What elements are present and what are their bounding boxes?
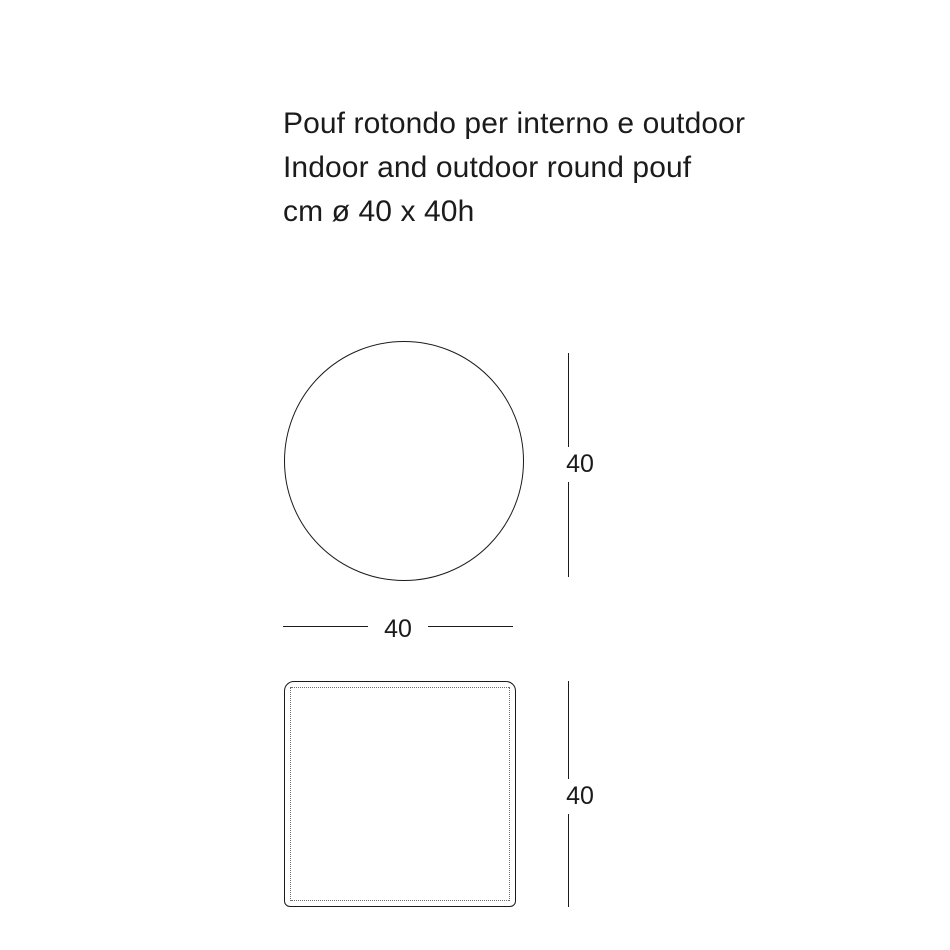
top-view-circle (284, 341, 524, 581)
product-caption (283, 102, 745, 234)
caption-line-english: Indoor and outdoor round pouf (283, 151, 692, 184)
seam-bottom-line (291, 900, 509, 901)
seam-right-line (509, 687, 510, 901)
top-view-vertical-dimension-label: 40 (552, 447, 608, 482)
front-view-vertical-dimension-label: 40 (552, 779, 608, 814)
caption-line-dimensions: cm ø 40 x 40h (283, 195, 475, 228)
caption-line-italian: Pouf rotondo per interno e outdoor (283, 107, 746, 140)
seam-left-line (290, 687, 291, 901)
seam-top-line (291, 687, 509, 688)
front-view-rounded-square (284, 681, 516, 907)
top-view-horizontal-dimension-label: 40 (368, 613, 428, 646)
